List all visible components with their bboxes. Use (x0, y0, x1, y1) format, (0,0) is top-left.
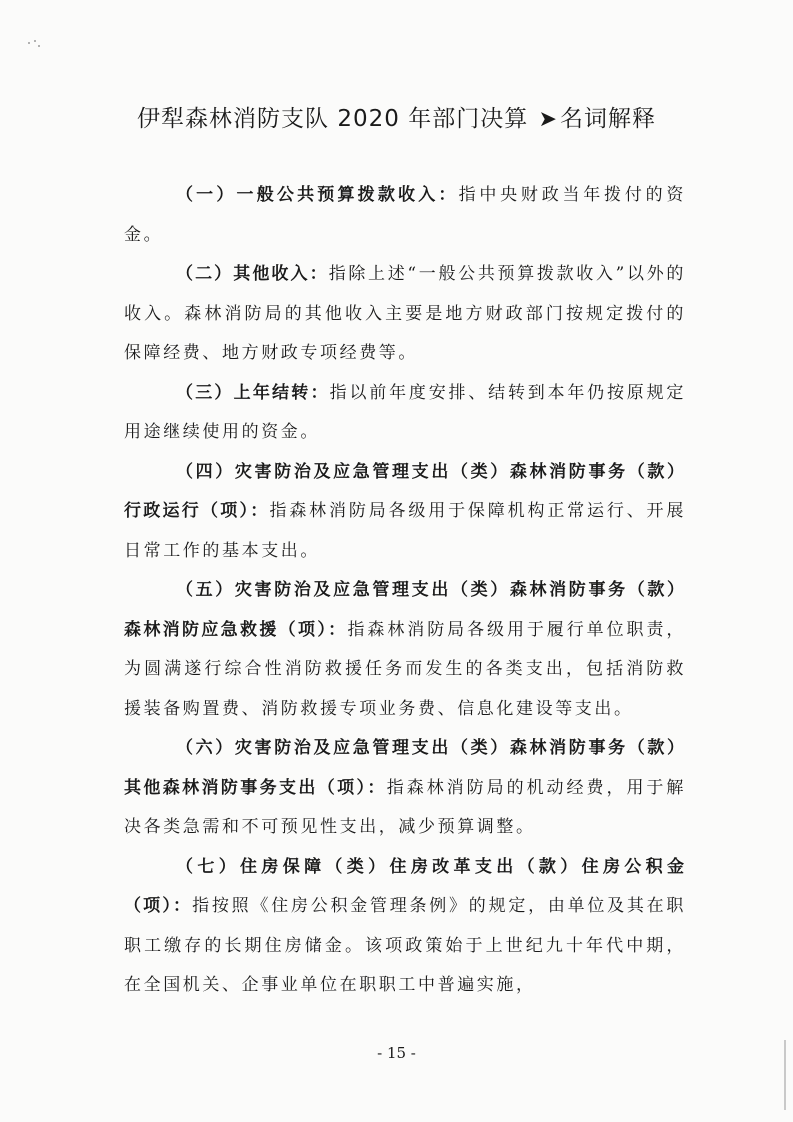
paragraph-3 (124, 374, 686, 453)
paragraph-5 (124, 571, 686, 729)
title-main: 伊犁森林消防支队 2020 年部门决算 (137, 106, 529, 132)
arrow-mark-icon: ➤ (538, 107, 558, 132)
term-heading: （七）住房保障（类）住房改革支出（款）住房公积金（项）： (124, 856, 686, 916)
term-heading: （四）灾害防治及应急管理支出（类）森林消防事务（款）行政运行（项）： (124, 461, 686, 521)
paragraph-4 (124, 453, 686, 572)
paragraph-1 (124, 176, 686, 255)
term-heading: （二）其他收入： (176, 264, 329, 284)
term-definition: 指森林消防局各级用于履行单位职责，为圆满遂行综合性消防救援任务而发生的各类支出，包括消防救援装备购置费、消防救援专项业务费、信息化建设等支出。 (124, 619, 686, 719)
scan-specks (28, 40, 42, 50)
term-heading: （五）灾害防治及应急管理支出（类）森林消防事务（款）森林消防应急救援（项）： (124, 580, 686, 640)
term-definition: 指森林消防局的机动经费，用于解决各类急需和不可预见性支出，减少预算调整。 (124, 777, 686, 837)
page-number: - 15 - (377, 1044, 416, 1062)
title-suffix: 名词解释 (559, 106, 656, 132)
scan-edge-line (784, 1040, 786, 1110)
term-definition: 指中央财政当年拨付的资金。 (124, 185, 686, 245)
term-definition: 指以前年度安排、结转到本年仍按原规定用途继续使用的资金。 (124, 382, 686, 442)
page-title (0, 100, 793, 133)
term-definition: 指森林消防局各级用于保障机构正常运行、开展日常工作的基本支出。 (124, 501, 686, 561)
document-body (124, 176, 686, 1006)
paragraph-6 (124, 729, 686, 848)
term-heading: （三）上年结转： (176, 382, 330, 403)
term-definition: 指除上述“一般公共预算拨款收入”以外的收入。森林消防局的其他收入主要是地方财政部门按规定拨付的保障经费、地方财政专项经费等。 (124, 264, 687, 363)
paragraph-7 (124, 848, 686, 1006)
paragraph-2 (124, 255, 686, 374)
term-definition: 指按照《住房公积金管理条例》的规定，由单位及其在职职工缴存的长期住房储金。该项政策始于上世纪九十年代中期，在全国机关、企事业单位在职职工中普遍实施， (124, 896, 687, 995)
term-heading: （一）一般公共预算拨款收入： (176, 185, 459, 205)
term-heading: （六）灾害防治及应急管理支出（类）森林消防事务（款）其他森林消防事务支出（项）： (124, 738, 686, 798)
